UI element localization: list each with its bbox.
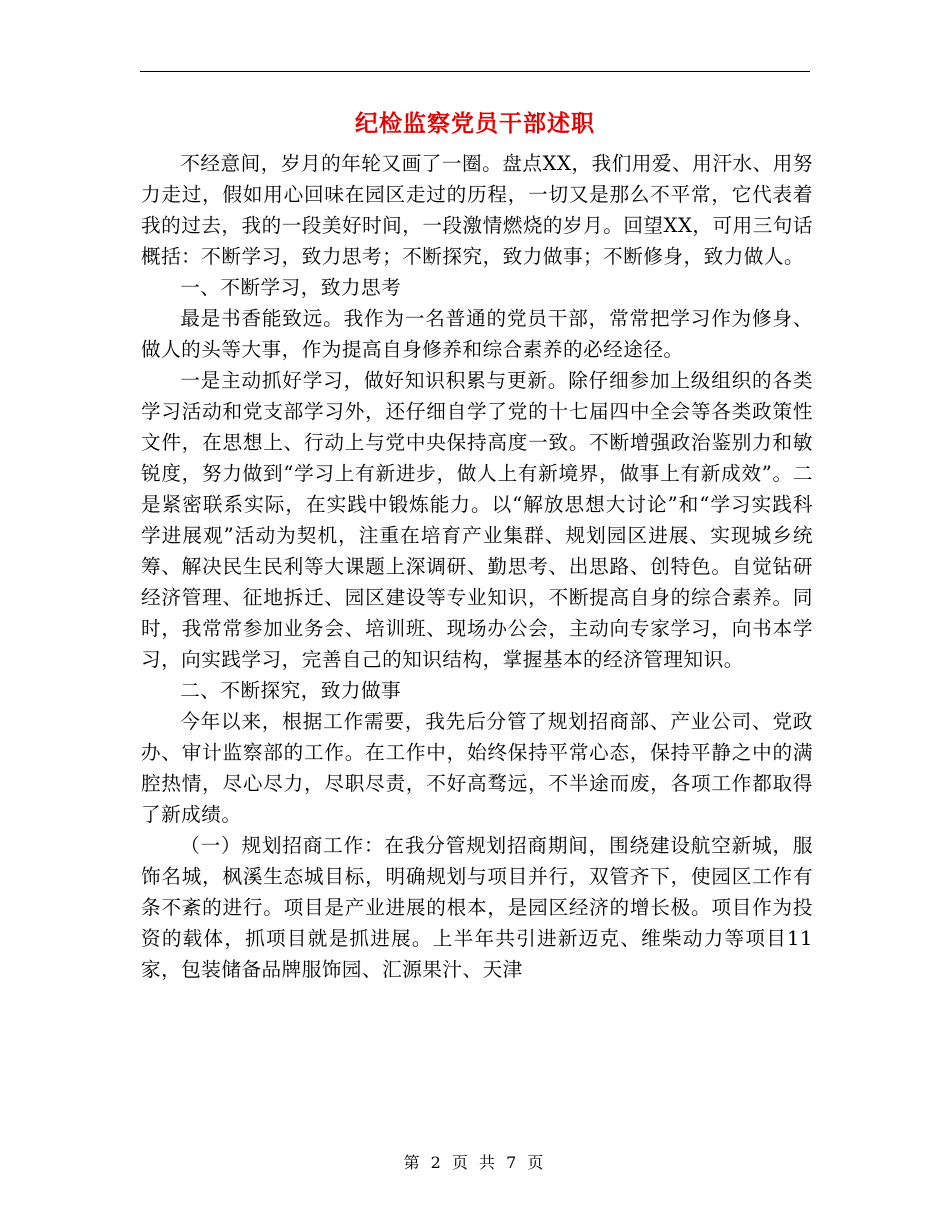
header-rule: [140, 71, 810, 72]
section-heading-2: 二、不断探究，致力做事: [180, 679, 402, 702]
paragraph: 最是书香能致远。我作为一名普通的党员干部，常常把学习作为修身、做人的头等大事，作为提高自身修养和综合素养的必经途径。: [141, 307, 813, 361]
paragraph: 一是主动抓好学习，做好知识积累与更新。除仔细参加上级组织的各类学习活动和党支部学习外，还仔细自学了党的十七届四中全会等各类政策性文件，在思想上、行动上与党中央保持高度一致。不断增强政治鉴别力和敏锐度，努力做到“学习上有新进步，做人上有新境界，做事上有新成效”。二是紧密联系实际，在实践中锻炼能力。以“解放思想大讨论”和“学习实践科学进展观”活动为契机，注重在培育产业集群、规划园区进展、实现城乡统筹、解决民生民利等大课题上深调研、勤思考、出思路、创特色。自觉钻研经济管理、征地拆迁、园区建设等专业知识，不断提高自身的综合素养。同时，我常常参加业务会、培训班、现场办公会，主动向专家学习，向书本学习，向实践学习，完善自己的知识结构，掌握基本的经济管理知识。: [141, 369, 813, 671]
paragraph: （一）规划招商工作：在我分管规划招商期间，围绕建设航空新城，服饰名城，枫溪生态城目标，明确规划与项目并行，双管齐下，使园区工作有条不紊的进行。项目是产业进展的根本，是园区经济的增长极。项目作为投资的载体，抓项目就是抓进展。上半年共引进新迈克、维柴动力等项目11家，包装储备品牌服饰园、汇源果汁、天津: [141, 834, 813, 981]
paragraph-intro: 不经意间，岁月的年轮又画了一圈。盘点XX，我们用爱、用汗水、用努力走过，假如用心回味在园区走过的历程，一切又是那么不平常，它代表着我的过去，我的一段美好时间，一段激情燃烧的岁月。回望XX，可用三句话概括：不断学习，致力思考；不断探究，致力做事；不断修身，致力做人。: [141, 152, 813, 268]
paragraph: 今年以来，根据工作需要，我先后分管了规划招商部、产业公司、党政办、审计监察部的工作。在工作中，始终保持平常心态，保持平静之中的满腔热情，尽心尽力，尽职尽责，不好高骛远，不半途而废，各项工作都取得了新成绩。: [141, 710, 813, 826]
document-body: [141, 148, 813, 985]
page-footer: 第 2 页 共 7 页: [403, 1153, 547, 1172]
section-heading-1: 一、不断学习，致力思考: [180, 276, 402, 299]
document-title: 纪检监察党员干部述职: [355, 110, 595, 137]
